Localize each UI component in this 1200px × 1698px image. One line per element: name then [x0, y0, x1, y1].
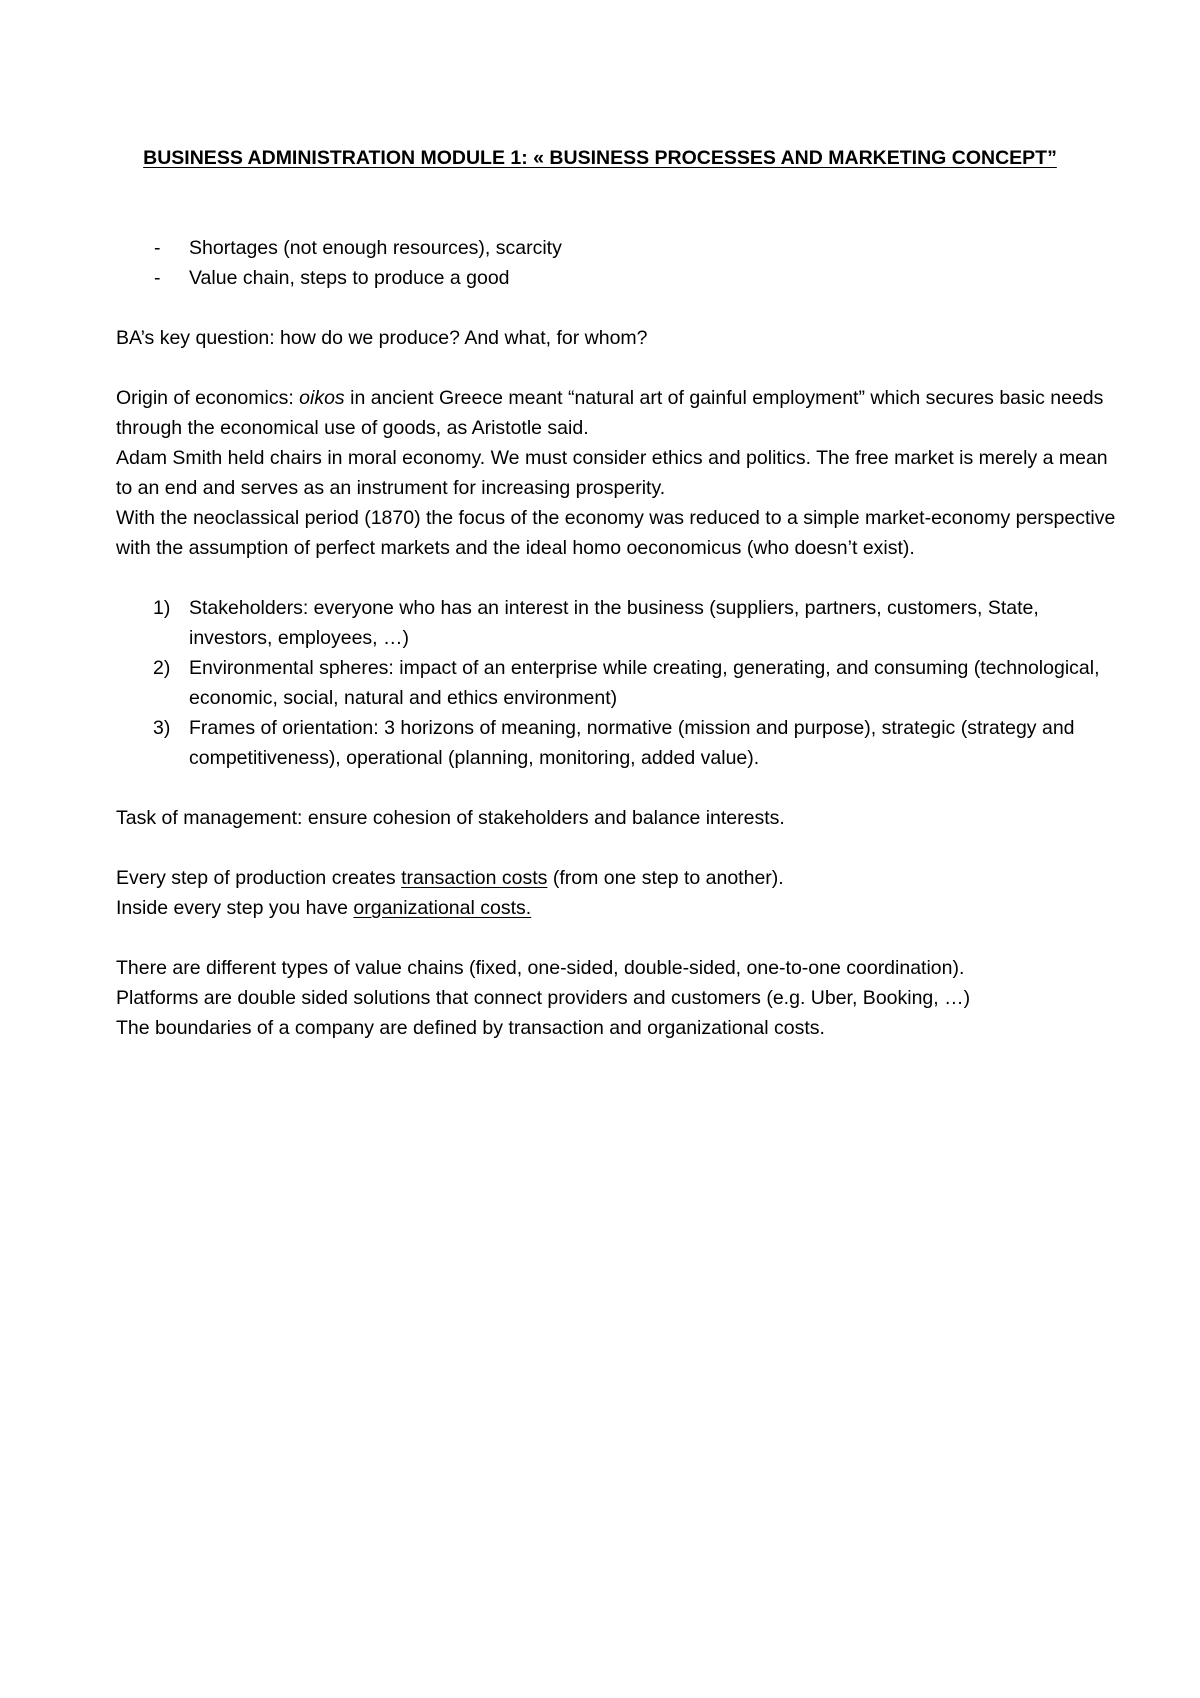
oikos-term: oikos — [299, 387, 345, 409]
origin-suffix: in ancient Greece meant “natural art of gainful employment” which secures basic needs through the economical use of goods, as Aristotle said. — [116, 387, 1104, 439]
organizational-prefix: Inside every step you have — [116, 897, 354, 919]
organizational-paragraph — [116, 893, 1116, 923]
paragraph-spacer — [116, 773, 1116, 803]
number-marker: 1) — [153, 597, 171, 619]
origin-paragraph — [116, 383, 1116, 443]
boundaries-paragraph: The boundaries of a company are defined by transaction and organizational costs. — [116, 1017, 825, 1039]
paragraph-spacer — [116, 293, 1116, 323]
management-task-paragraph: Task of management: ensure cohesion of stakeholders and balance interests. — [116, 807, 785, 829]
transaction-prefix: Every step of production creates — [116, 867, 402, 889]
number-marker: 2) — [153, 657, 171, 679]
dash-marker: - — [154, 267, 161, 289]
value-chains-paragraph: There are different types of value chains (fixed, one-sided, double-sided, one-to-one coordination). — [116, 957, 965, 979]
adam-smith-paragraph: Adam Smith held chairs in moral economy. We must consider ethics and politics. The free market is merely a mean to an end and serves as an instrument for increasing prosperity. — [116, 447, 1108, 499]
numbered-text: Stakeholders: everyone who has an interest in the business (suppliers, partners, customers, State, investors, employees, …) — [189, 597, 1039, 649]
origin-prefix: Origin of economics: — [116, 387, 300, 409]
neoclassical-paragraph: With the neoclassical period (1870) the focus of the economy was reduced to a simple market-economy perspective with the assumption of perfect markets and the ideal homo oeconomicus (who doesn’t exist). — [116, 507, 1116, 559]
list-item — [116, 593, 1116, 653]
paragraph-spacer — [116, 923, 1116, 953]
key-question-paragraph: BA’s key question: how do we produce? And what, for whom? — [116, 327, 648, 349]
paragraph-spacer — [116, 563, 1116, 593]
paragraph-spacer — [116, 353, 1116, 383]
number-marker: 3) — [153, 717, 171, 739]
numbered-text: Environmental spheres: impact of an enterprise while creating, generating, and consuming (technological, economic, social, natural and ethics environment) — [189, 657, 1100, 709]
numbered-list — [116, 593, 1116, 773]
list-item — [116, 233, 1116, 263]
document-body — [116, 233, 1116, 1043]
bullet-text: Value chain, steps to produce a good — [189, 267, 510, 289]
intro-bullet-list — [116, 233, 1116, 293]
transaction-paragraph — [116, 863, 1116, 893]
numbered-text: Frames of orientation: 3 horizons of meaning, normative (mission and purpose), strategic (strategy and competitiveness), operational (planning, monitoring, added value). — [189, 717, 1075, 769]
list-item — [116, 653, 1116, 713]
paragraph-spacer — [116, 833, 1116, 863]
list-item — [116, 713, 1116, 773]
document-title: BUSINESS ADMINISTRATION MODULE 1: « BUSINESS PROCESSES AND MARKETING CONCEPT” — [143, 147, 1057, 169]
bullet-text: Shortages (not enough resources), scarcity — [189, 237, 562, 259]
transaction-costs-term: transaction costs — [401, 867, 548, 889]
organizational-costs-term: organizational costs. — [353, 897, 532, 919]
transaction-suffix: (from one step to another). — [547, 867, 784, 889]
dash-marker: - — [154, 237, 161, 259]
list-item — [116, 263, 1116, 293]
platforms-paragraph: Platforms are double sided solutions that connect providers and customers (e.g. Uber, Booking, …) — [116, 987, 971, 1009]
